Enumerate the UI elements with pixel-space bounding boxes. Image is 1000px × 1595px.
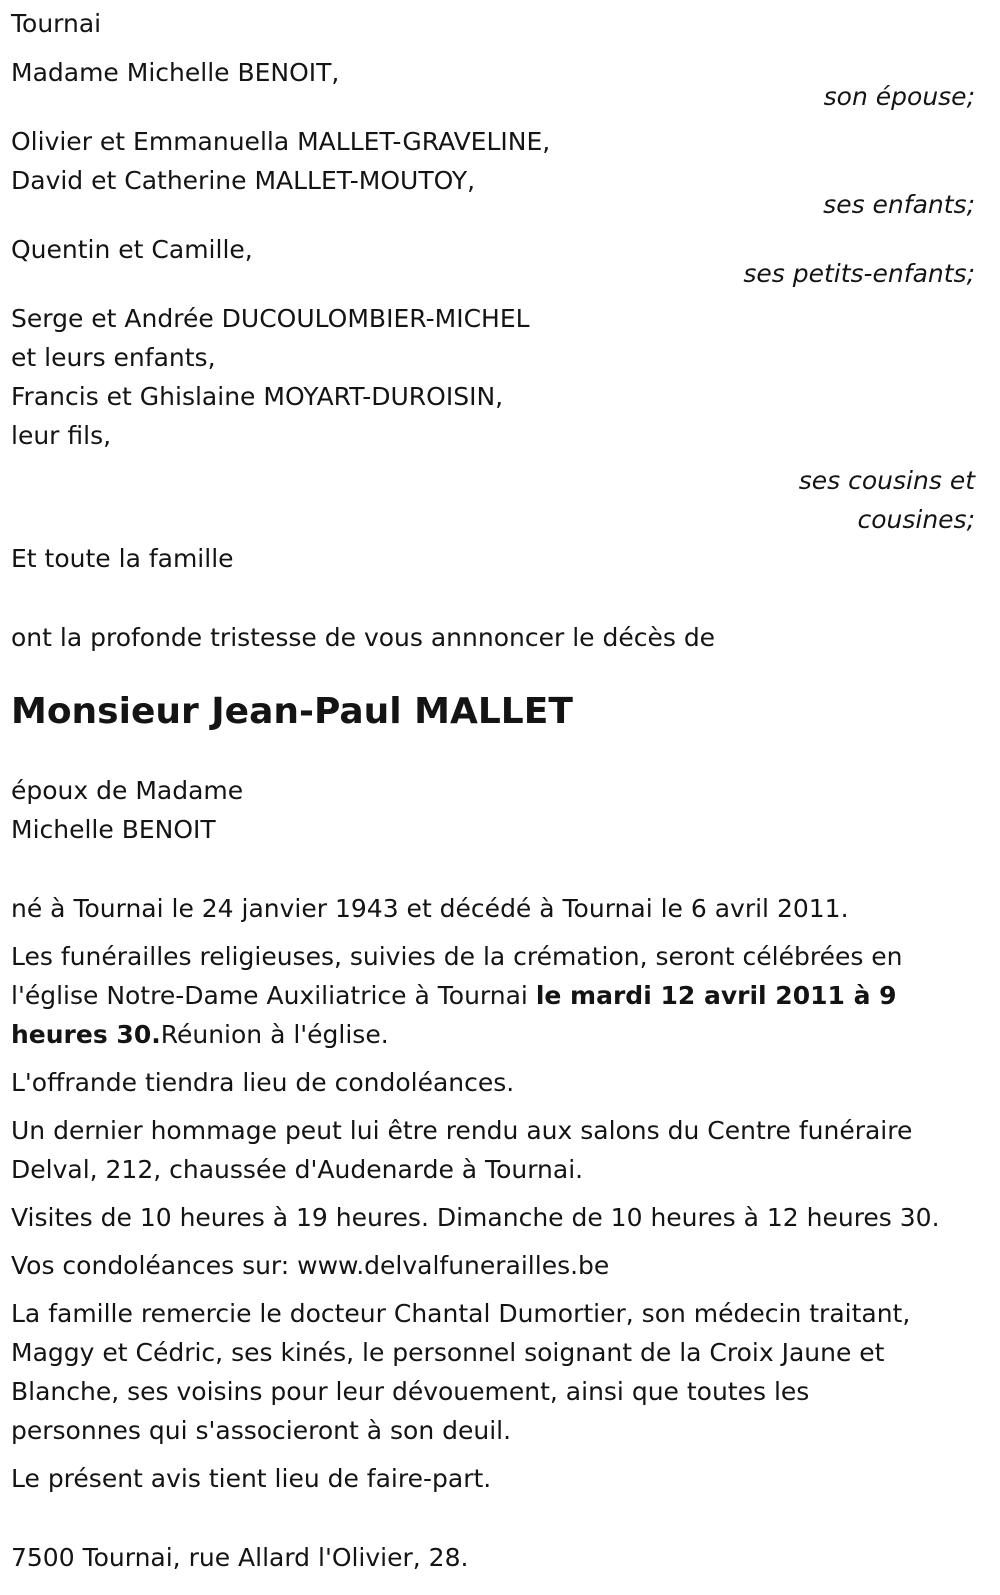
deceased-spouse-line: époux de Madame [11, 776, 244, 805]
spouse-name: Madame Michelle BENOIT, [11, 58, 340, 87]
visits-text: Visites de 10 heures à 19 heures. Dimanche de 10 heures à 12 heures 30. [11, 1203, 940, 1232]
rest-of-family: Et toute la famille [11, 544, 234, 573]
funeral-meeting: Réunion à l'église. [160, 1020, 389, 1049]
children-role: ses enfants; [823, 190, 975, 219]
cousins-line: Serge et Andrée DUCOULOMBIER-MICHEL [11, 304, 530, 333]
cousins-line: Francis et Ghislaine MOYART-DUROISIN, [11, 382, 504, 411]
children-line: Olivier et Emmanuella MALLET-GRAVELINE, [11, 127, 551, 156]
cousins-block [11, 299, 975, 539]
funeral-text: Les funérailles religieuses, suivies de la crémation, seront célébrées en [11, 942, 903, 971]
cousins-line: leur fils, [11, 421, 112, 450]
funeral-date: le mardi 12 avril 2011 à 9 [535, 981, 897, 1010]
cousins-role: cousines; [857, 505, 975, 534]
thanks-paragraph [11, 1294, 975, 1450]
funeral-line-2 [11, 976, 975, 1015]
offering-text: L'offrande tiendra lieu de condoléances. [11, 1068, 515, 1097]
funeral-church: l'église Notre-Dame Auxiliatrice à Tournai [11, 981, 528, 1010]
city-heading: Tournai [11, 9, 102, 38]
thanks-line: Blanche, ses voisins pour leur dévouement, ainsi que toutes les [11, 1377, 810, 1406]
thanks-line: personnes qui s'associeront à son deuil. [11, 1416, 512, 1445]
thanks-line: Maggy et Cédric, ses kinés, le personnel soignant de la Croix Jaune et [11, 1338, 885, 1367]
grandchildren-role: ses petits-enfants; [743, 259, 975, 288]
deceased-spouse [11, 771, 975, 849]
notice-text: Le présent avis tient lieu de faire-part. [11, 1464, 492, 1493]
children-line: David et Catherine MALLET-MOUTOY, [11, 166, 476, 195]
birth-death-text: né à Tournai le 24 janvier 1943 et décédé à Tournai le 6 avril 2011. [11, 894, 849, 923]
cousins-line: et leurs enfants, [11, 343, 216, 372]
deceased-spouse-line: Michelle BENOIT [11, 815, 216, 844]
funeral-line-3 [11, 1015, 975, 1054]
children-block [11, 122, 975, 224]
grandchildren-name: Quentin et Camille, [11, 235, 253, 264]
announcement-text: ont la profonde tristesse de vous annnoncer le décès de [11, 623, 716, 652]
spouse-block [11, 53, 975, 116]
funeral-paragraph [11, 937, 975, 1054]
thanks-line: La famille remercie le docteur Chantal Dumortier, son médecin traitant, [11, 1299, 911, 1328]
tribute-line: Delval, 212, chaussée d'Audenarde à Tournai. [11, 1155, 584, 1184]
spouse-role: son épouse; [823, 82, 975, 111]
tribute-line: Un dernier hommage peut lui être rendu aux salons du Centre funéraire [11, 1116, 913, 1145]
tribute-paragraph [11, 1111, 975, 1189]
cousins-role: ses cousins et [798, 466, 975, 495]
condolences-text: Vos condoléances sur: www.delvalfunerailles.be [11, 1251, 610, 1280]
obituary-notice [11, 4, 975, 1577]
grandchildren-block [11, 230, 975, 293]
address-text: 7500 Tournai, rue Allard l'Olivier, 28. [11, 1543, 469, 1572]
deceased-name: Monsieur Jean-Paul MALLET [11, 691, 573, 732]
funeral-time: heures 30. [11, 1020, 161, 1049]
